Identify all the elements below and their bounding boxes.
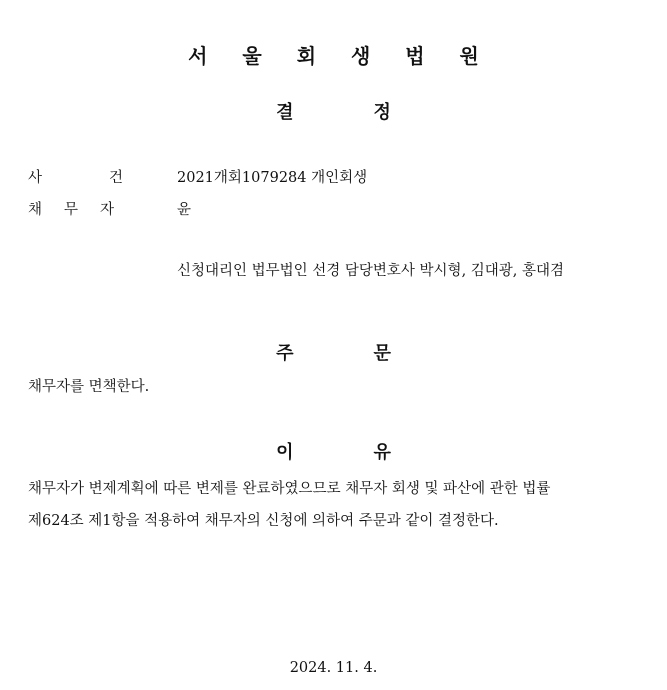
order-title-char-1: 주 <box>276 343 294 364</box>
debtor-row <box>28 198 192 219</box>
debtor-label <box>28 198 114 219</box>
reason-text-line-2: 제624조 제1항을 적용하여 채무자의 신청에 의하여 주문과 같이 결정한다. <box>28 513 499 529</box>
reason-title-char-1: 이 <box>276 442 294 463</box>
decision-title-char-1: 결 <box>276 102 294 123</box>
order-title <box>0 339 667 365</box>
applicant-agent: 신청대리인 법무법인 선경 담당변호사 박시형, 김대광, 홍대겸 <box>177 263 565 279</box>
court-name: 서 울 회 생 법 원 <box>188 44 493 68</box>
debtor-label-char-3: 자 <box>99 202 114 218</box>
case-row <box>28 166 368 187</box>
case-number: 2021개회1079284 개인회생 <box>177 170 368 186</box>
decision-date: 2024. 11. 4. <box>289 660 378 676</box>
reason-title-char-2: 유 <box>373 442 391 463</box>
order-title-char-2: 문 <box>373 343 391 364</box>
case-label-char-1: 사 <box>28 170 43 186</box>
reason-text-line-1: 채무자가 변제계획에 따른 변제를 완료하였으므로 채무자 회생 및 파산에 관한 법률 <box>28 481 551 497</box>
debtor-name: 윤 <box>177 202 192 218</box>
case-label <box>28 166 123 187</box>
case-label-char-2: 건 <box>108 170 123 186</box>
order-text: 채무자를 면책한다. <box>28 379 150 395</box>
debtor-label-char-2: 무 <box>63 202 78 218</box>
debtor-label-char-1: 채 <box>28 202 43 218</box>
decision-title-char-2: 정 <box>373 102 391 123</box>
reason-title <box>0 438 667 464</box>
decision-title <box>0 98 667 124</box>
